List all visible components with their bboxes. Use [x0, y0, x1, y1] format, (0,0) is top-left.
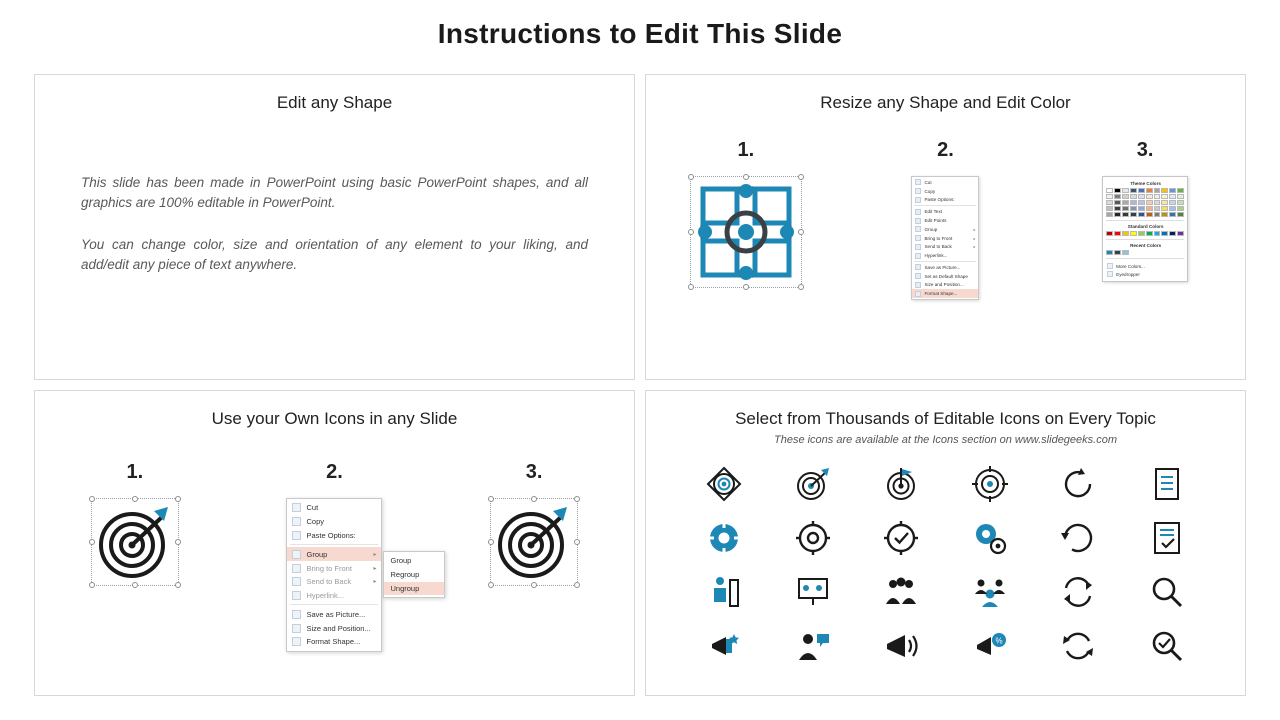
context-menu-item-send-to-back[interactable]: [912, 242, 978, 251]
resize-handle-bottom-center[interactable]: [531, 582, 537, 588]
chevron-right-icon: ▸: [973, 244, 976, 250]
eyedropper-icon: [1107, 271, 1113, 277]
color-picker-popup[interactable]: [1102, 176, 1188, 282]
selection-handles-box[interactable]: [490, 498, 578, 586]
context-menu-item-paste-options[interactable]: [287, 529, 381, 543]
context-menu-item-hyperlink[interactable]: [912, 251, 978, 260]
context-menu-item-label: Cut: [306, 503, 319, 513]
copy-icon: [915, 188, 921, 194]
color-swatch[interactable]: [1130, 194, 1137, 199]
context-menu-item-label: Size and Position...: [924, 282, 964, 288]
color-swatch[interactable]: [1169, 200, 1176, 205]
color-swatch[interactable]: [1114, 206, 1121, 211]
color-swatch[interactable]: [1106, 188, 1113, 193]
context-menu-item-label: Copy: [306, 517, 324, 527]
gear-check-icon: [883, 520, 919, 556]
color-swatch[interactable]: [1169, 188, 1176, 193]
color-swatch[interactable]: [1106, 206, 1113, 211]
presentation-board-icon: [795, 574, 831, 610]
color-swatch[interactable]: [1161, 194, 1168, 199]
hyperlink-icon: [292, 591, 301, 600]
person-speech-icon: [795, 628, 831, 664]
eyedropper-label: Eyedropper: [1116, 271, 1140, 277]
resize-handle-bottom-right[interactable]: [798, 284, 804, 290]
context-menu-item-set-default-shape[interactable]: [912, 272, 978, 281]
icon-cell[interactable]: [704, 518, 744, 558]
more-colors-item[interactable]: [1106, 262, 1184, 270]
edit-text-icon: [915, 209, 921, 215]
recent-colors-label: Recent Colors: [1130, 243, 1162, 248]
resize-handle-top-left[interactable]: [89, 496, 95, 502]
context-menu-item-label: Send to Back: [306, 577, 352, 587]
context-menu-item-label: Group: [306, 549, 328, 559]
color-swatch[interactable]: [1130, 231, 1137, 236]
context-menu-item-send-to-back[interactable]: [287, 575, 381, 589]
color-swatch[interactable]: [1138, 188, 1145, 193]
resize-step-1-art: [647, 176, 845, 288]
color-swatch[interactable]: [1177, 200, 1184, 205]
size-position-icon: [292, 624, 301, 633]
color-swatch[interactable]: [1114, 200, 1121, 205]
cut-icon: [915, 179, 921, 185]
eyedropper-item[interactable]: [1106, 270, 1184, 278]
bring-to-front-icon: [915, 235, 921, 241]
context-menu-item-copy[interactable]: [912, 187, 978, 196]
copy-icon: [292, 517, 301, 526]
color-swatch[interactable]: [1146, 206, 1153, 211]
context-menu-item-label: Save as Picture...: [306, 609, 366, 619]
resize-handle-top-right[interactable]: [574, 496, 580, 502]
resize-handle-bottom-left[interactable]: [89, 582, 95, 588]
color-swatch[interactable]: [1138, 231, 1145, 236]
color-swatch[interactable]: [1106, 250, 1113, 255]
context-menu-item-label: Copy: [924, 188, 936, 194]
magnifier-icon: [1149, 574, 1185, 610]
bring-to-front-icon: [292, 564, 301, 573]
own-icons-step-1: [36, 461, 234, 586]
selection-handles-box[interactable]: [690, 176, 802, 288]
panel-grid: [34, 74, 1246, 696]
color-swatch[interactable]: [1146, 231, 1153, 236]
sync-arrows-icon: [1060, 574, 1096, 610]
color-swatch[interactable]: [1114, 188, 1121, 193]
context-menu-item-save-as-picture[interactable]: [287, 607, 381, 621]
color-swatch[interactable]: [1169, 194, 1176, 199]
color-swatch[interactable]: [1138, 206, 1145, 211]
color-swatch[interactable]: [1169, 206, 1176, 211]
icon-cell[interactable]: [704, 626, 744, 666]
color-swatch[interactable]: [1106, 231, 1113, 236]
context-menu-item-label: Edit Points: [924, 218, 947, 224]
context-menu-divider: [290, 604, 378, 605]
person-podium-icon: [706, 574, 742, 610]
group-icon: [915, 226, 921, 232]
resize-step-3: [1046, 139, 1244, 282]
color-swatch[interactable]: [1138, 212, 1145, 217]
shape-with-handles-icon: [691, 177, 801, 287]
color-swatch[interactable]: [1122, 200, 1129, 205]
icon-cell[interactable]: [970, 626, 1010, 666]
color-swatch[interactable]: [1161, 212, 1168, 217]
size-position-icon: [915, 282, 921, 288]
picker-divider: [1106, 220, 1184, 221]
context-menu-item-edit-points[interactable]: [912, 216, 978, 225]
refresh-circle-icon: [1060, 520, 1096, 556]
context-menu-item-cut[interactable]: [912, 178, 978, 187]
resize-step-2-art: [847, 176, 1045, 300]
icon-cell[interactable]: [793, 626, 833, 666]
color-swatch[interactable]: [1154, 188, 1161, 193]
icon-cell[interactable]: [970, 518, 1010, 558]
submenu-item-group[interactable]: [384, 554, 444, 568]
resize-handle-top-center[interactable]: [132, 496, 138, 502]
color-swatch[interactable]: [1154, 231, 1161, 236]
submenu-item-label: Regroup: [390, 570, 420, 580]
color-swatch[interactable]: [1122, 194, 1129, 199]
icon-cell[interactable]: [881, 464, 921, 504]
context-menu-item-format-shape[interactable]: [287, 635, 381, 649]
document-check-icon: [1149, 520, 1185, 556]
resize-step-2-number: 2.: [937, 139, 954, 161]
context-menu-item-label: Group: [924, 226, 938, 232]
context-menu-item-label: Format Shape...: [306, 637, 361, 647]
own-icons-steps: [35, 461, 634, 652]
color-swatch[interactable]: [1130, 188, 1137, 193]
context-menu-item-edit-text[interactable]: [912, 207, 978, 216]
icon-cell[interactable]: [1058, 626, 1098, 666]
context-menu-item-cut[interactable]: [287, 501, 381, 515]
color-swatch[interactable]: [1161, 231, 1168, 236]
color-swatch[interactable]: [1161, 206, 1168, 211]
target-diamond-icon: [706, 466, 742, 502]
color-swatch[interactable]: [1106, 194, 1113, 199]
resize-handle-bottom-right[interactable]: [175, 582, 181, 588]
selection-handles-box[interactable]: [91, 498, 179, 586]
cycle-arrows-icon: [1060, 628, 1096, 664]
paste-icon: [292, 531, 301, 540]
target-flag-icon: [883, 466, 919, 502]
color-swatch[interactable]: [1177, 231, 1184, 236]
standard-colors-row[interactable]: [1106, 231, 1184, 236]
group-icon: [292, 550, 301, 559]
paste-icon: [915, 197, 921, 203]
megaphone-alert-icon: [972, 628, 1008, 664]
color-swatch[interactable]: [1130, 206, 1137, 211]
picker-divider: [1106, 239, 1184, 240]
resize-handle-bottom-center[interactable]: [743, 284, 749, 290]
icon-cell[interactable]: [881, 518, 921, 558]
resize-steps: [646, 139, 1245, 300]
icon-cell[interactable]: [881, 572, 921, 612]
context-menu-item-copy[interactable]: [287, 515, 381, 529]
group-people-icon: [883, 574, 919, 610]
context-menu-item-save-as-picture[interactable]: [912, 263, 978, 272]
gear-solid-icon: [706, 520, 742, 556]
color-swatch[interactable]: [1177, 188, 1184, 193]
color-swatch[interactable]: [1146, 194, 1153, 199]
color-swatch[interactable]: [1122, 250, 1129, 255]
gear-cluster-icon: [972, 520, 1008, 556]
color-swatch[interactable]: [1161, 200, 1168, 205]
panel-resize-shape-title: Resize any Shape and Edit Color: [820, 93, 1071, 112]
panel-editable-icons-title: Select from Thousands of Editable Icons on Every Topic: [735, 409, 1156, 428]
theme-colors-row[interactable]: [1106, 200, 1184, 205]
submenu-item-label: Group: [390, 556, 412, 566]
send-to-back-icon: [915, 244, 921, 250]
icon-cell[interactable]: [793, 518, 833, 558]
resize-step-1-number: 1.: [737, 139, 755, 161]
context-menu-item-label: Send to Back: [924, 244, 952, 250]
own-icons-step-2-number: 2.: [326, 461, 343, 483]
color-swatch[interactable]: [1154, 212, 1161, 217]
theme-colors-label: Theme Colors: [1130, 181, 1161, 186]
own-icons-step-1-art: [36, 498, 234, 586]
theme-colors-row[interactable]: [1106, 194, 1184, 199]
chevron-right-icon: ▸: [373, 579, 377, 586]
panel-resize-shape: [645, 74, 1246, 380]
color-swatch[interactable]: [1146, 188, 1153, 193]
resize-handle-bottom-left[interactable]: [488, 582, 494, 588]
icon-cell[interactable]: [1058, 572, 1098, 612]
submenu-item-label: Ungroup: [390, 583, 420, 593]
resize-step-1: [647, 139, 845, 288]
color-swatch[interactable]: [1122, 188, 1129, 193]
chevron-right-icon: ▸: [373, 565, 377, 572]
resize-handle-middle-left[interactable]: [89, 539, 95, 545]
context-menu-item-label: Set as Default Shape: [924, 273, 968, 279]
panel-edit-shape-title: Edit any Shape: [276, 93, 393, 112]
icon-cell[interactable]: [704, 572, 744, 612]
cut-icon: [292, 503, 301, 512]
save-picture-icon: [915, 264, 921, 270]
megaphone-icon: [883, 628, 919, 664]
target-dart-icon: [92, 499, 178, 585]
context-menu-item-label: Format Shape...: [924, 291, 958, 297]
context-menu-divider: [290, 544, 378, 545]
context-menu-item-size-and-position[interactable]: [287, 621, 381, 635]
color-swatch[interactable]: [1114, 212, 1121, 217]
color-swatch[interactable]: [1122, 231, 1129, 236]
own-icons-step-2: [236, 461, 434, 652]
submenu-item-ungroup[interactable]: [384, 582, 444, 596]
icon-cell[interactable]: [1147, 626, 1187, 666]
context-menu-item-bring-to-front[interactable]: [912, 234, 978, 243]
picker-divider: [1106, 258, 1184, 259]
color-swatch[interactable]: [1177, 212, 1184, 217]
context-menu-item-label: Paste Options:: [924, 197, 955, 203]
standard-colors-label: Standard Colors: [1127, 224, 1164, 229]
icon-cell[interactable]: [1058, 518, 1098, 558]
recent-colors-row[interactable]: [1106, 250, 1184, 255]
resize-handle-bottom-right[interactable]: [574, 582, 580, 588]
chevron-right-icon: ▸: [973, 226, 976, 232]
color-swatch[interactable]: [1154, 206, 1161, 211]
resize-step-3-number: 3.: [1136, 139, 1154, 161]
target-dart-icon: [491, 499, 577, 585]
palette-icon: [1107, 263, 1113, 269]
color-swatch[interactable]: [1130, 200, 1137, 205]
context-menu-item-label: Hyperlink...: [306, 591, 344, 601]
own-icons-step-3-number: 3.: [525, 461, 543, 483]
color-swatch[interactable]: [1161, 188, 1168, 193]
hyperlink-icon: [915, 253, 921, 259]
search-check-icon: [1149, 628, 1185, 664]
resize-handle-bottom-left[interactable]: [688, 284, 694, 290]
own-icons-step-3: [435, 461, 633, 586]
context-menu-item-label: Cut: [924, 179, 932, 185]
icon-cell[interactable]: [1147, 572, 1187, 612]
context-menu-item-label: Size and Position...: [306, 623, 371, 633]
resize-handle-top-left[interactable]: [688, 174, 694, 180]
submenu-item-regroup[interactable]: [384, 568, 444, 582]
color-swatch[interactable]: [1146, 212, 1153, 217]
color-swatch[interactable]: [1122, 212, 1129, 217]
edit-shape-paragraph-2: You can change color, size and orientation of any element to your liking, and add/edit any piece of text anywhere.: [81, 237, 588, 272]
icon-cell[interactable]: [793, 572, 833, 612]
icon-cell[interactable]: [881, 626, 921, 666]
resize-handle-top-right[interactable]: [798, 174, 804, 180]
panel-own-icons: [34, 390, 635, 696]
color-swatch[interactable]: [1146, 200, 1153, 205]
chevron-right-icon: ▸: [973, 235, 976, 241]
context-menu-item-label: Paste Options:: [306, 530, 356, 540]
edit-points-icon: [915, 218, 921, 224]
refresh-clockwise-icon: [1060, 466, 1096, 502]
context-menu-item-bring-to-front[interactable]: [287, 561, 381, 575]
group-submenu[interactable]: [383, 551, 445, 598]
format-shape-icon: [292, 637, 301, 646]
color-swatch[interactable]: [1169, 231, 1176, 236]
color-swatch[interactable]: [1122, 206, 1129, 211]
color-swatch[interactable]: [1106, 200, 1113, 205]
resize-handle-bottom-center[interactable]: [132, 582, 138, 588]
color-swatch[interactable]: [1114, 194, 1121, 199]
panel-edit-shape: [34, 74, 635, 380]
color-swatch[interactable]: [1154, 194, 1161, 199]
more-colors-label: More Colors...: [1116, 263, 1145, 269]
own-icons-step-2-art: [236, 498, 434, 652]
context-menu-large[interactable]: [286, 498, 420, 652]
context-menu-item-size-and-position[interactable]: [912, 281, 978, 290]
color-swatch[interactable]: [1169, 212, 1176, 217]
context-menu-divider: [914, 205, 976, 206]
color-swatch[interactable]: [1106, 212, 1113, 217]
icon-cell[interactable]: [970, 572, 1010, 612]
context-menu-item-label: Edit Text: [924, 209, 943, 215]
context-menu-divider: [914, 261, 976, 262]
icon-cell[interactable]: [1147, 464, 1187, 504]
icon-cell[interactable]: [1147, 518, 1187, 558]
theme-colors-row[interactable]: [1106, 206, 1184, 211]
target-crosshair-icon: [972, 466, 1008, 502]
format-shape-icon: [915, 291, 921, 297]
color-swatch[interactable]: [1130, 212, 1137, 217]
context-menu-item-label: Save as Picture...: [924, 264, 961, 270]
resize-handle-top-right[interactable]: [175, 496, 181, 502]
theme-colors-row[interactable]: [1106, 188, 1184, 193]
team-meeting-icon: [972, 574, 1008, 610]
color-swatch[interactable]: [1138, 200, 1145, 205]
save-picture-icon: [292, 610, 301, 619]
default-shape-icon: [915, 273, 921, 279]
icon-library-grid: [680, 464, 1211, 666]
panel-own-icons-title: Use your Own Icons in any Slide: [211, 409, 458, 428]
panel-editable-icons-subtitle: These icons are available at the Icons section on www.slidegeeks.com: [773, 434, 1117, 446]
color-swatch[interactable]: [1177, 206, 1184, 211]
context-menu-item-label: Bring to Front: [306, 563, 352, 573]
context-menu-item-group[interactable]: [912, 225, 978, 234]
theme-colors-row[interactable]: [1106, 212, 1184, 217]
icon-cell[interactable]: [1058, 464, 1098, 504]
resize-handle-top-center[interactable]: [743, 174, 749, 180]
page-title: Instructions to Edit This Slide: [437, 18, 843, 49]
resize-handle-middle-right[interactable]: [798, 229, 804, 235]
color-swatch[interactable]: [1154, 200, 1161, 205]
megaphone-star-icon: [706, 628, 742, 664]
edit-shape-paragraph-1: This slide has been made in PowerPoint using basic PowerPoint shapes, and all graphics are 100% editable in PowerPoint.: [81, 175, 588, 210]
context-menu-item-paste-options[interactable]: [912, 196, 978, 205]
color-swatch[interactable]: [1114, 231, 1121, 236]
color-swatch[interactable]: [1114, 250, 1121, 255]
resize-handle-middle-left[interactable]: [688, 229, 694, 235]
icon-cell[interactable]: [704, 464, 744, 504]
chevron-right-icon: ▸: [373, 551, 377, 558]
icon-cell[interactable]: [793, 464, 833, 504]
context-menu-item-label: Hyperlink...: [924, 253, 948, 259]
context-menu-item-hyperlink[interactable]: [287, 589, 381, 603]
own-icons-step-1-number: 1.: [126, 461, 144, 483]
context-menu-item-group[interactable]: [287, 547, 381, 561]
context-menu-item-label: Bring to Front: [924, 235, 953, 241]
resize-handle-middle-right[interactable]: [574, 539, 580, 545]
document-list-icon: [1149, 466, 1185, 502]
gear-outline-icon: [795, 520, 831, 556]
context-menu-item-format-shape[interactable]: [912, 289, 978, 298]
resize-step-2: [847, 139, 1045, 300]
panel-editable-icons: [645, 390, 1246, 696]
context-menu-small[interactable]: [911, 176, 979, 300]
resize-step-3-art: [1046, 176, 1244, 282]
icon-cell[interactable]: [970, 464, 1010, 504]
color-swatch[interactable]: [1177, 194, 1184, 199]
color-swatch[interactable]: [1138, 194, 1145, 199]
send-to-back-icon: [292, 577, 301, 586]
svg-text:%: %: [995, 636, 1003, 646]
own-icons-step-3-art: [435, 498, 633, 586]
resize-handle-middle-right[interactable]: [175, 539, 181, 545]
target-dart-icon: [795, 466, 831, 502]
